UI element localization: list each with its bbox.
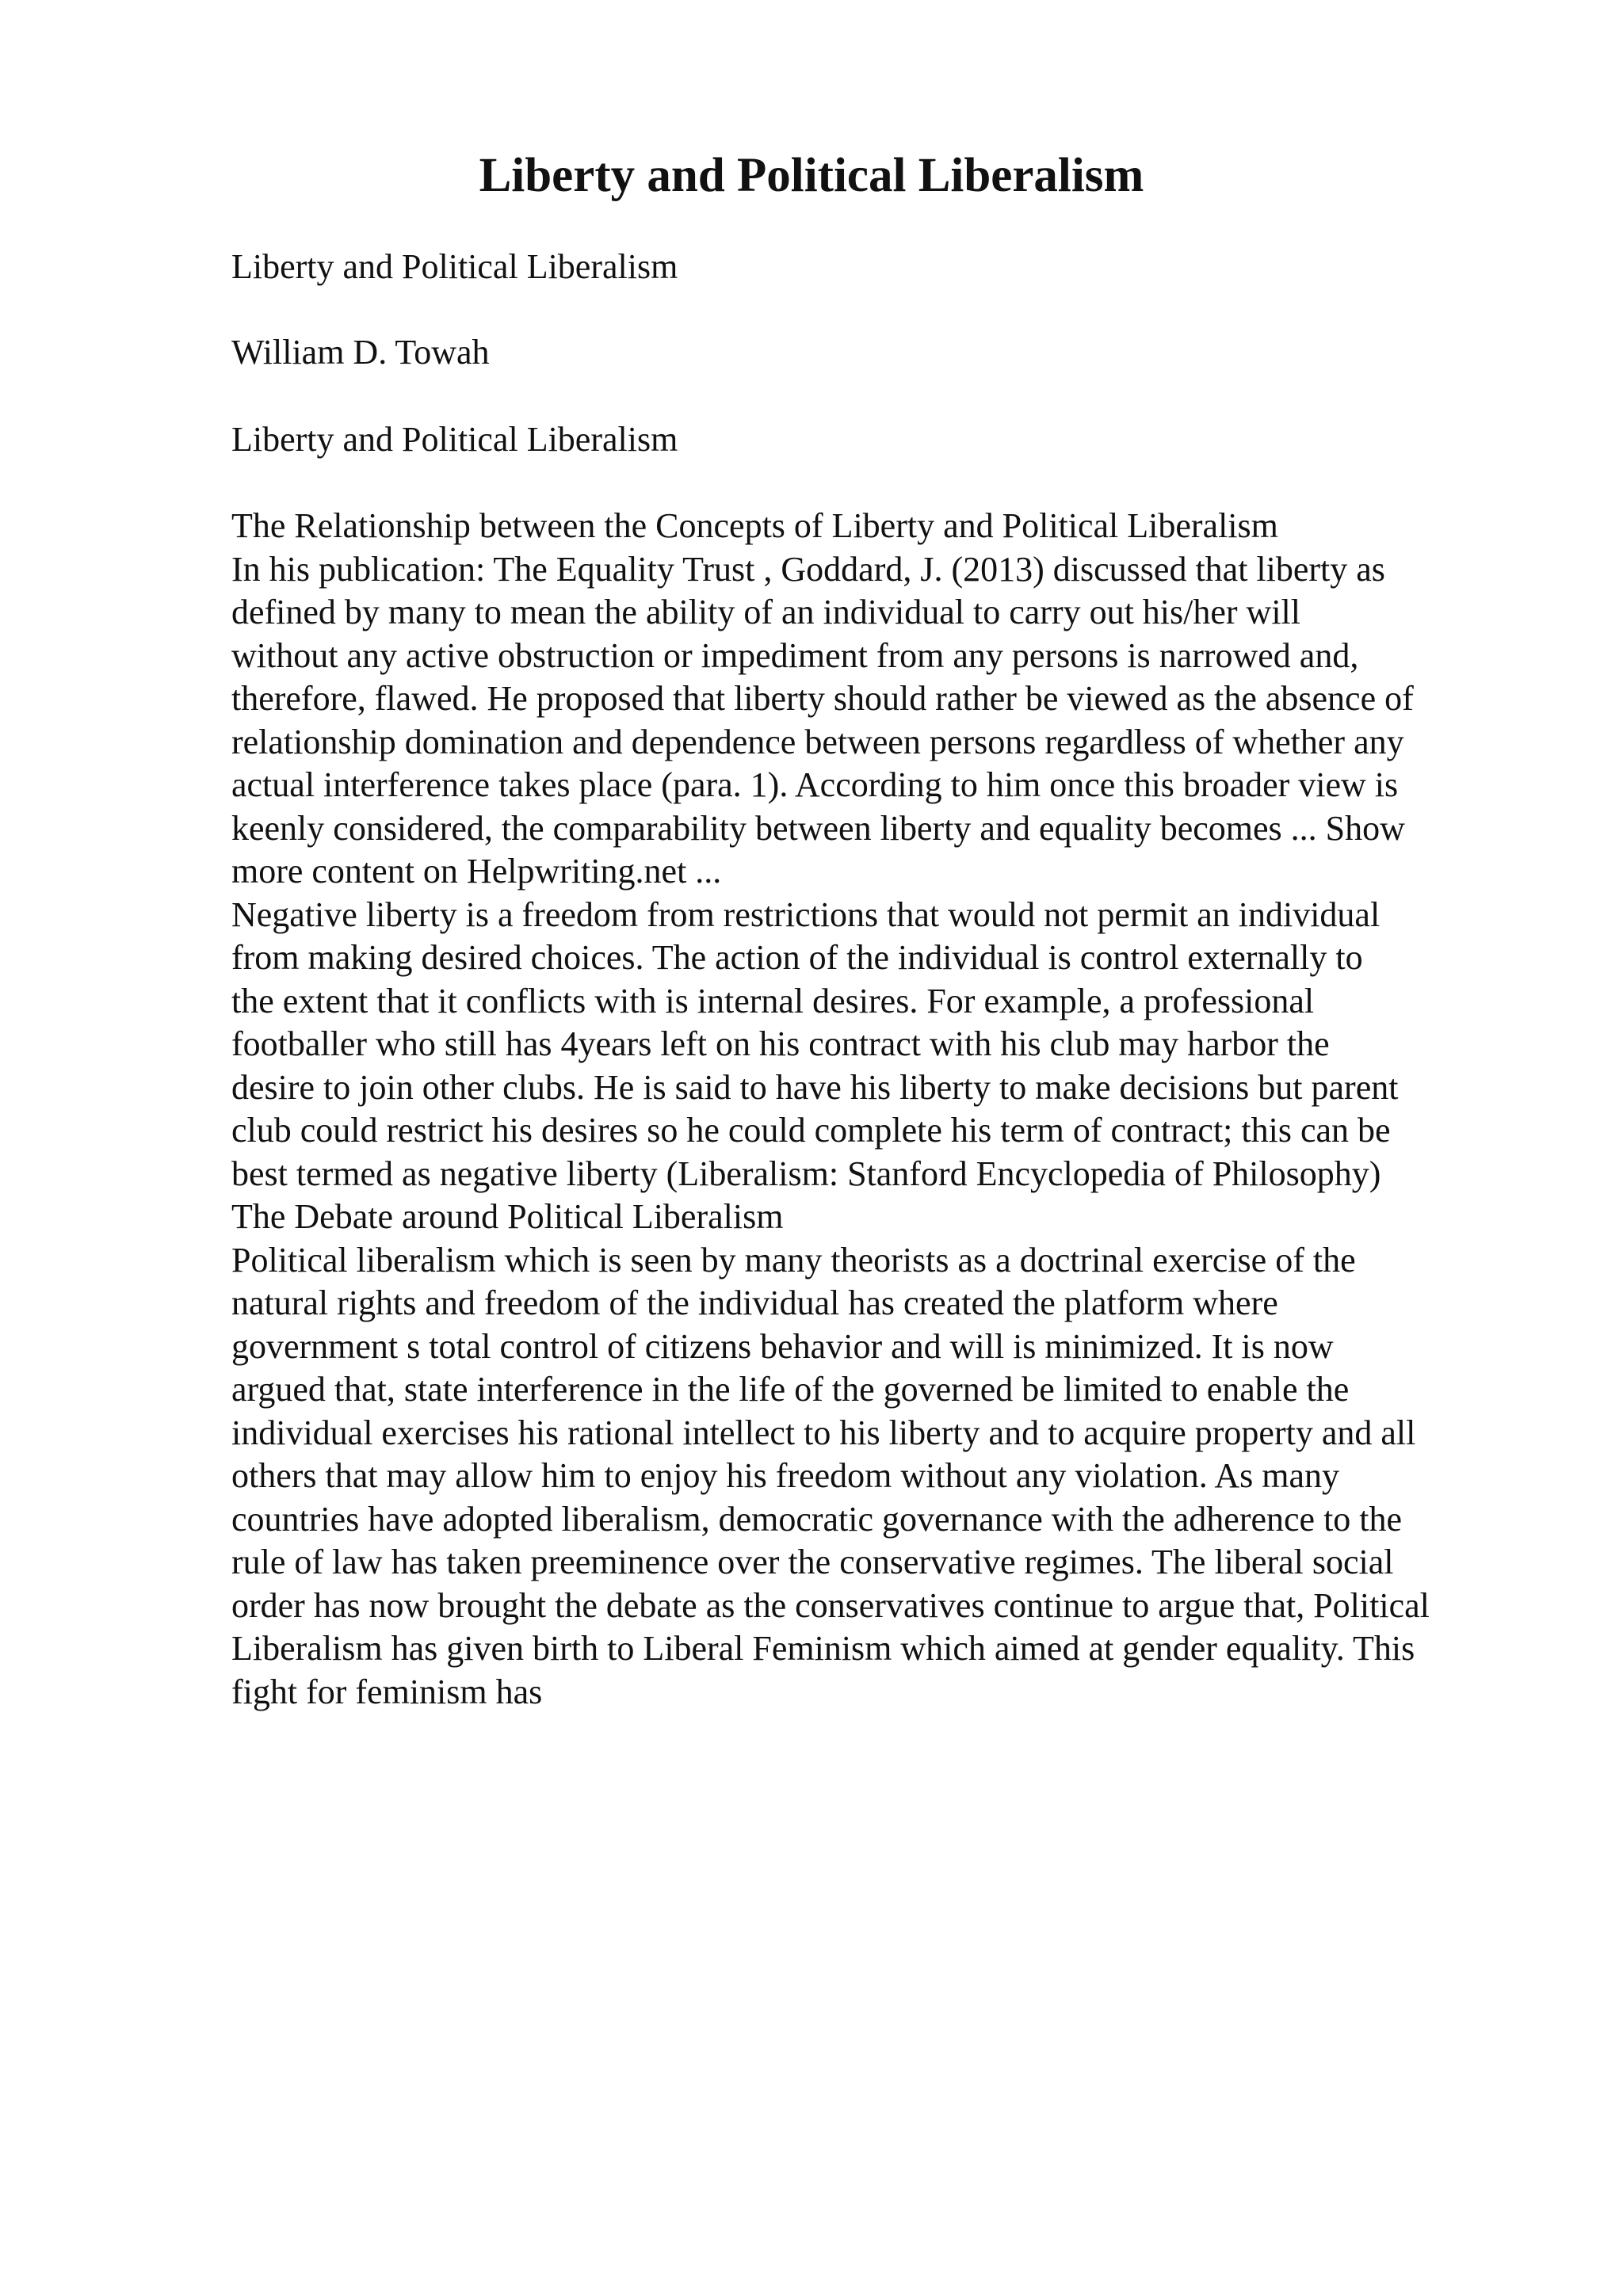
running-title: Liberty and Political Liberalism: [231, 420, 678, 459]
body-line: natural rights and freedom of the individual has created the platform where: [231, 1283, 1278, 1322]
body-line: The Relationship between the Concepts of Liberty and Political Liberalism: [231, 506, 1278, 545]
body-line: fight for feminism has: [231, 1672, 543, 1711]
body-line: order has now brought the debate as the conservatives continue to argue that, Political: [231, 1585, 1430, 1625]
body-text: [231, 505, 1594, 1714]
body-line: argued that, state interference in the life of the governed be limited to enable the: [231, 1370, 1350, 1409]
body-line: relationship domination and dependence between persons regardless of whether any: [231, 722, 1404, 761]
body-line: Negative liberty is a freedom from restrictions that would not permit an individual: [231, 894, 1381, 934]
body-line: more content on Helpwriting.net ...: [231, 852, 722, 891]
body-line: individual exercises his rational intellect to his liberty and to acquire property and all: [231, 1413, 1416, 1452]
body-line: Liberalism has given birth to Liberal Feminism which aimed at gender equality. This: [231, 1629, 1415, 1668]
body-line: others that may allow him to enjoy his freedom without any violation. As many: [231, 1456, 1340, 1495]
author-name: William D. Towah: [231, 333, 490, 372]
body-line: desire to join other clubs. He is said to have his liberty to make decisions but parent: [231, 1067, 1399, 1107]
body-line: from making desired choices. The action of the individual is control externally to: [231, 938, 1363, 977]
body-line: rule of law has taken preeminence over the conservative regimes. The liberal social: [231, 1543, 1394, 1581]
body-line: best termed as negative liberty (Liberalism: Stanford Encyclopedia of Philosophy): [231, 1154, 1381, 1193]
body-line: countries have adopted liberalism, democratic governance with the adherence to the: [231, 1499, 1403, 1539]
body-line: the extent that it conflicts with is internal desires. For example, a professional: [231, 981, 1315, 1020]
body-line: keenly considered, the comparability between liberty and equality becomes ... Show: [231, 808, 1405, 848]
subtitle: Liberty and Political Liberalism: [231, 247, 678, 286]
body-line: In his publication: The Equality Trust , Goddard, J. (2013) discussed that liberty as: [231, 549, 1385, 589]
section-heading: The Debate around Political Liberalism: [231, 1197, 784, 1236]
body-line: therefore, flawed. He proposed that liberty should rather be viewed as the absence of: [231, 679, 1414, 718]
document-title: Liberty and Political Liberalism: [479, 149, 1144, 202]
body-line: footballer who still has 4years left on his contract with his club may harbor the: [231, 1024, 1330, 1063]
body-line: government s total control of citizens behavior and will is minimized. It is now: [231, 1326, 1334, 1366]
body-line: defined by many to mean the ability of an individual to carry out his/her will: [231, 593, 1301, 631]
body-line: Political liberalism which is seen by many theorists as a doctrinal exercise of the: [231, 1240, 1356, 1280]
body-line: club could restrict his desires so he could complete his term of contract; this can be: [231, 1111, 1391, 1150]
body-line: actual interference takes place (para. 1). According to him once this broader view is: [231, 765, 1399, 804]
body-line: without any active obstruction or impediment from any persons is narrowed and,: [231, 635, 1359, 675]
